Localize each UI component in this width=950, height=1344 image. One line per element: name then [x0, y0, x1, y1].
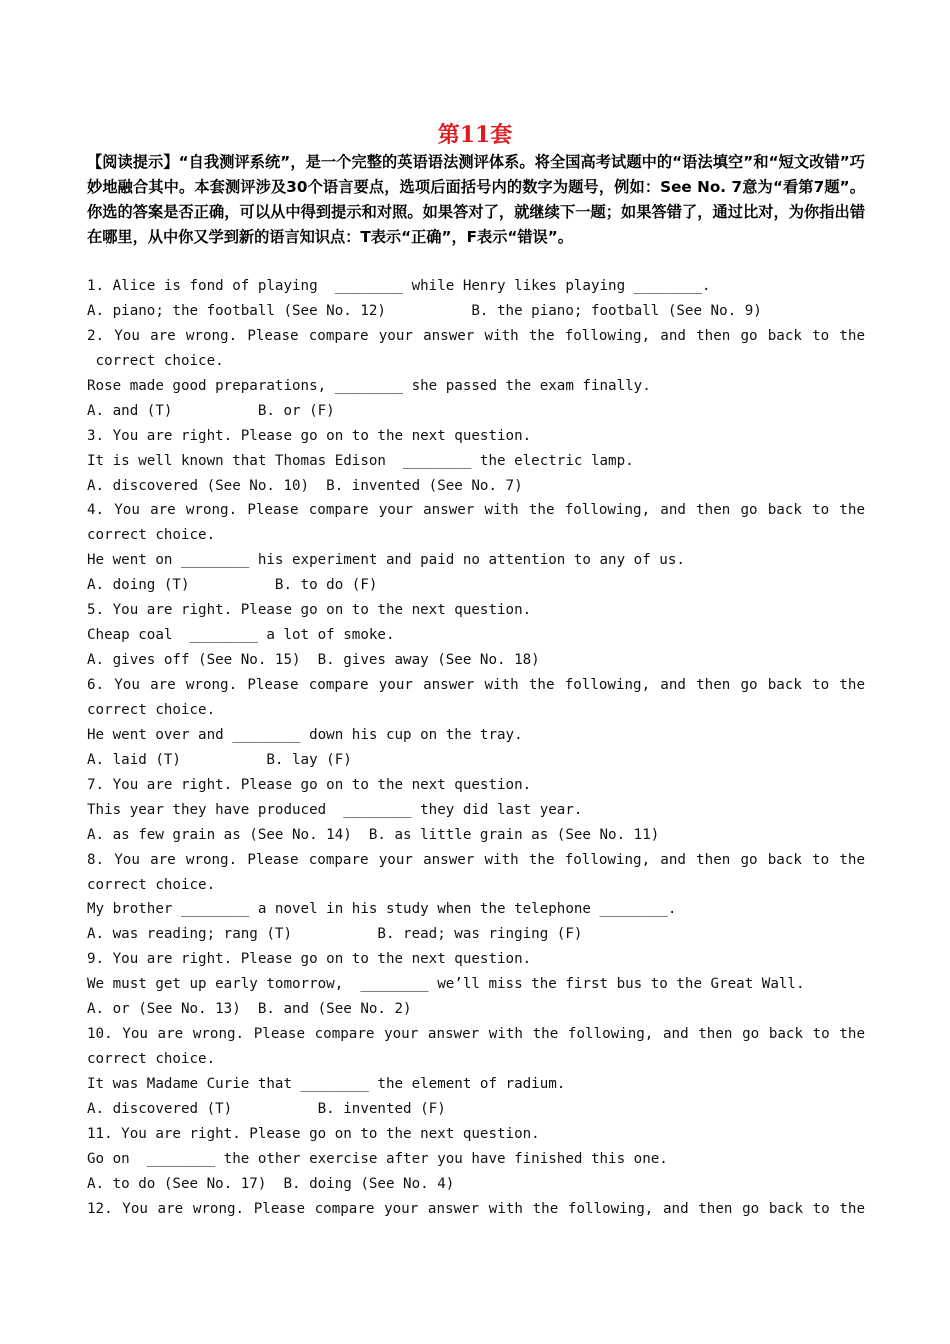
text-line: 6. You are wrong. Please compare your answer with the following, and then go back to the — [87, 677, 865, 693]
text-line: A. doing (T) B. to do (F) — [87, 577, 378, 594]
text-line: A. discovered (T) B. invented (F) — [87, 1100, 446, 1117]
text-line: It was Madame Curie that ________ the element of radium. — [87, 1076, 566, 1092]
question-list — [87, 274, 865, 1222]
text-line: 11. You are right. Please go on to the next question. — [87, 1125, 540, 1142]
text-line: correct choice. — [87, 701, 216, 718]
text-line: A. to do (See No. 17) B. doing (See No. 4) — [87, 1175, 455, 1192]
text-line: 4. You are wrong. Please compare your answer with the following, and then go back to the — [87, 502, 865, 519]
text-line: Cheap coal ________ a lot of smoke. — [87, 627, 395, 644]
text-line: A. or (See No. 13) B. and (See No. 2) — [87, 1001, 412, 1018]
text-line: 8. You are wrong. Please compare your answer with the following, and then go back to the — [87, 851, 865, 868]
reading-tip-paragraph: 【阅读提示】“自我测评系统”，是一个完整的英语语法测评体系。将全国高考试题中的“语法填空”和“短文改错”巧妙地融合其中。本套测评涉及30个语言要点，选项后面括号内的数字为题号，例如：See No. 7意为“看第7题”。你选的答案是否正确，可以从中得到提示和对照。如果答对了，就继续下一题；如果答错了，通过比对，为你指出错在哪里，从中你又学到新的语言知识点：T表示“正确”，F表示“错误”。 — [87, 153, 865, 246]
page-title: 第11套 — [437, 122, 513, 148]
text-line: 10. You are wrong. Please compare your answer with the following, and then go back to the — [87, 1026, 865, 1043]
text-line: A. and (T) B. or (F) — [87, 402, 335, 419]
text-line: My brother ________ a novel in his study when the telephone ________. — [87, 901, 677, 918]
text-line: A. laid (T) B. lay (F) — [87, 751, 352, 768]
text-line: A. as few grain as (See No. 14) B. as little grain as (See No. 11) — [87, 826, 660, 843]
text-line: 12. You are wrong. Please compare your answer with the following, and then go back to the — [87, 1200, 865, 1217]
text-line: correct choice. — [87, 352, 224, 369]
text-line: It is well known that Thomas Edison ________ the electric lamp. — [87, 452, 634, 469]
text-line: He went over and ________ down his cup on the tray. — [87, 726, 523, 743]
text-line: 5. You are right. Please go on to the next question. — [87, 602, 532, 619]
text-line: 1. Alice is fond of playing ________ while Henry likes playing ________. — [87, 278, 711, 294]
text-line: He went on ________ his experiment and paid no attention to any of us. — [87, 552, 685, 569]
text-line: A. was reading; rang (T) B. read; was ringing (F) — [87, 926, 583, 943]
text-line: 2. You are wrong. Please compare your answer with the following, and then go back to the — [87, 327, 865, 344]
text-line: We must get up early tomorrow, ________ we’ll miss the first bus to the Great Wall. — [87, 976, 805, 993]
text-line: A. gives off (See No. 15) B. gives away (See No. 18) — [87, 652, 540, 669]
text-line: Go on ________ the other exercise after you have finished this one. — [87, 1150, 668, 1167]
text-line: A. piano; the football (See No. 12) B. the piano; football (See No. 9) — [87, 302, 762, 319]
text-line: correct choice. — [87, 876, 216, 893]
text-line: correct choice. — [87, 527, 216, 544]
text-line: correct choice. — [87, 1051, 216, 1068]
text-line: 3. You are right. Please go on to the next question. — [87, 427, 532, 444]
text-line: This year they have produced ________ they did last year. — [87, 801, 583, 818]
text-line: 7. You are right. Please go on to the next question. — [87, 776, 532, 793]
text-line: Rose made good preparations, ________ she passed the exam finally. — [87, 377, 651, 394]
text-line: A. discovered (See No. 10) B. invented (See No. 7) — [87, 477, 523, 494]
text-line: 9. You are right. Please go on to the next question. — [87, 951, 532, 968]
